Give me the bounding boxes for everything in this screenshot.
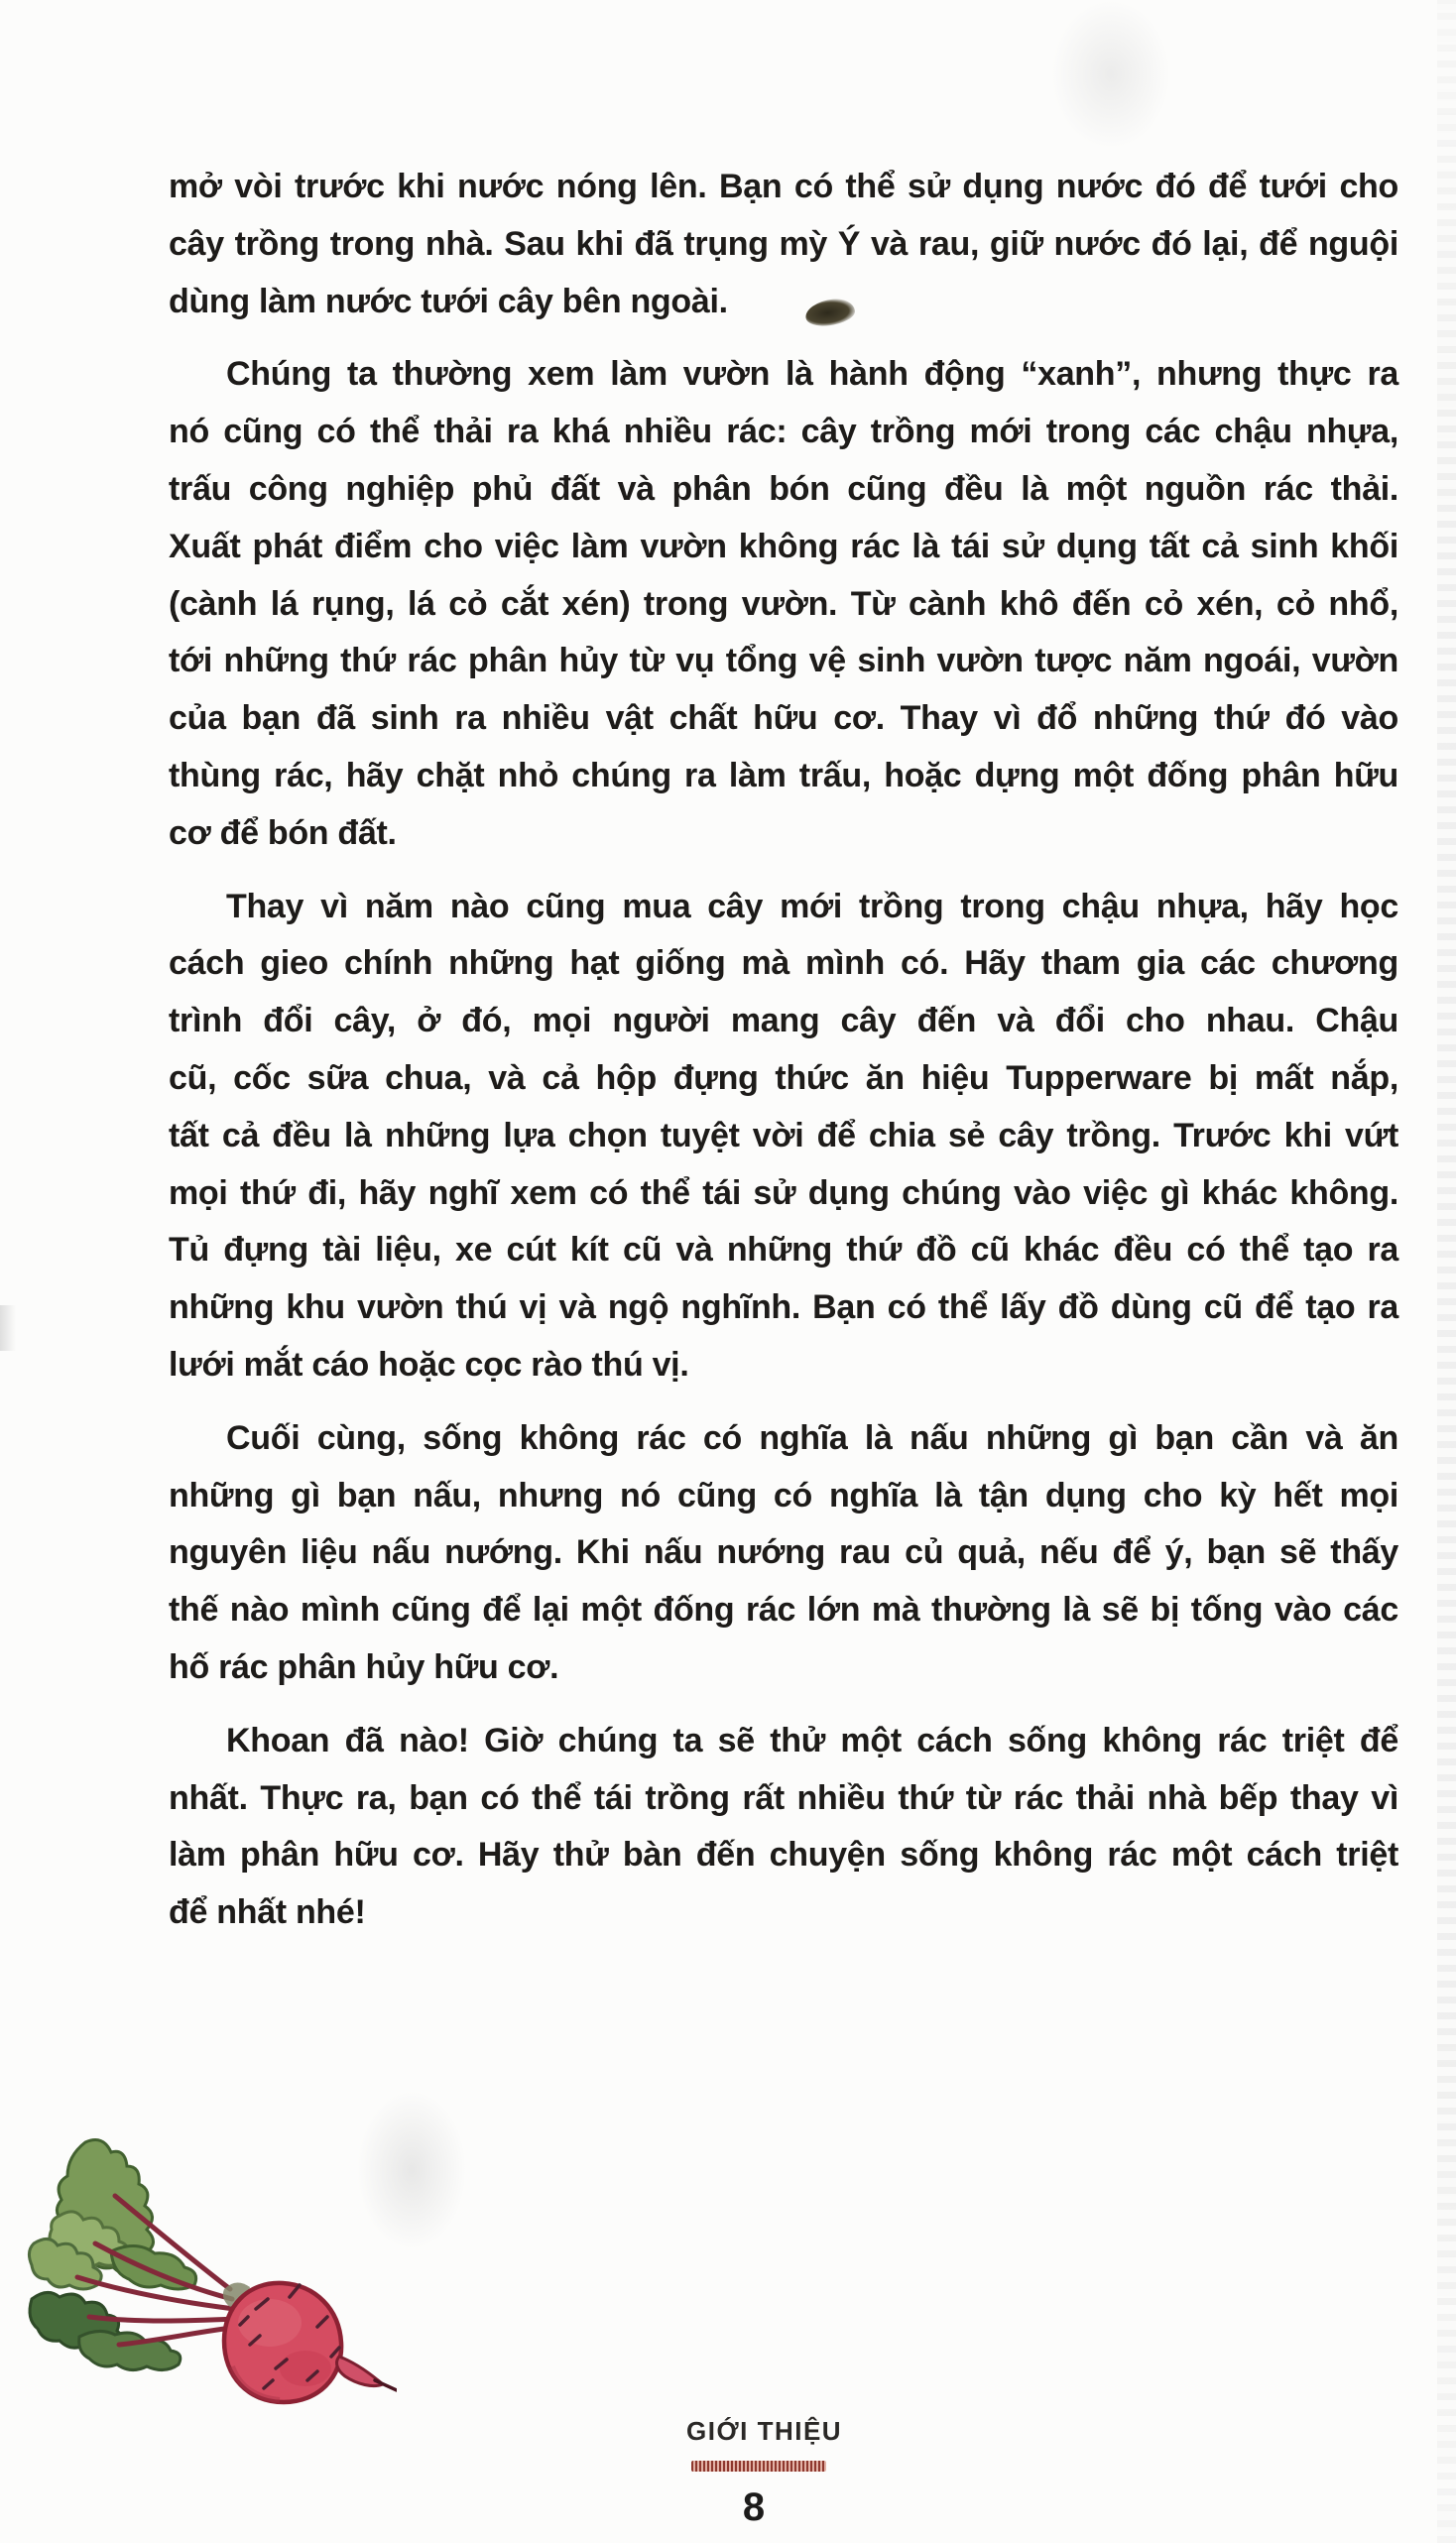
scan-mark-left-edge [0,1305,16,1351]
text-line: hố rác phân hủy hữu cơ. [169,1647,559,1686]
body-text [169,159,1398,1942]
text-line: (cành lá rụng, lá cỏ cắt xén) trong vườn. Từ cành khô đến cỏ xén, cỏ nhổ, [169,584,1398,623]
scan-edge-streak [1437,0,1456,2543]
text-line: nó cũng có thể thải ra khá nhiều rác: cây trồng mới trong các chậu nhựa, [169,413,1398,451]
text-line: nguyên liệu nấu nướng. Khi nấu nướng rau củ quả, nếu để ý, bạn sẽ thấy [169,1533,1398,1572]
paragraph [169,1410,1398,1697]
text-line: cơ để bón đất. [169,813,397,852]
text-line: Chúng ta thường xem làm vườn là hành động “xanh”, nhưng thực ra [226,355,1398,394]
radish-illustration [20,2132,397,2430]
text-line: mọi thứ đi, hãy nghĩ xem có thể tái sử dụng chúng vào việc gì khác không. [169,1173,1398,1212]
text-line: cây trồng trong nhà. Sau khi đã trụng mỳ Ý và rau, giữ nước đó lại, để nguội [169,224,1398,263]
text-line: trấu công nghiệp phủ đất và phân bón cũng đều là một nguồn rác thải. [169,469,1398,508]
text-line: Khoan đã nào! Giờ chúng ta sẽ thử một cách sống không rác triệt để [226,1721,1398,1759]
text-line: để nhất nhé! [169,1893,366,1932]
text-line: Tủ đựng tài liệu, xe cút kít cũ và những thứ đồ cũ khác đều có thể tạo ra [169,1231,1398,1270]
text-line: cách gieo chính những hạt giống mà mình có. Hãy tham gia các chương [169,944,1398,983]
text-line: Xuất phát điểm cho việc làm vườn không rác là tái sử dụng tất cả sinh khối [169,527,1398,565]
text-line: những khu vườn thú vị và ngộ nghĩnh. Bạn có thể lấy đồ dùng cũ để tạo ra [169,1288,1398,1327]
text-line: cũ, cốc sữa chua, và cả hộp đựng thức ăn hiệu Tupperware bị mất nắp, [169,1058,1398,1097]
text-line: lưới mắt cáo hoặc cọc rào thú vị. [169,1345,689,1384]
text-line: trình đổi cây, ở đó, mọi người mang cây đến và đổi cho nhau. Chậu [169,1002,1398,1040]
paragraph [169,346,1398,862]
text-line: tới những thứ rác phân hủy từ vụ tổng vệ sinh vườn tược năm ngoái, vườn [169,642,1398,680]
text-line: mở vòi trước khi nước nóng lên. Bạn có thể sử dụng nước đó để tưới cho [169,168,1398,205]
text-line: Cuối cùng, sống không rác có nghĩa là nấu những gì bạn cần và ăn [226,1418,1398,1457]
paragraph [169,879,1398,1394]
text-line: làm phân hữu cơ. Hãy thử bàn đến chuyện sống không rác một cách triệt [169,1836,1398,1875]
text-line: tất cả đều là những lựa chọn tuyệt vời để chia sẻ cây trồng. Trước khi vứt [169,1116,1398,1154]
page-number: 8 [742,2485,766,2529]
text-line: thế nào mình cũng để lại một đống rác lớn mà thường là sẽ bị tống vào các [169,1591,1398,1630]
text-line: những gì bạn nấu, nhưng nó cũng có nghĩa là tận dụng cho kỳ hết mọi [169,1476,1398,1514]
text-line: Thay vì năm nào cũng mua cây mới trồng trong chậu nhựa, hãy học [226,887,1398,925]
footer-divider [691,2461,826,2472]
section-label: GIỚI THIỆU [686,2416,843,2446]
paragraph [169,1713,1398,1942]
scan-smudge-top-right [1051,0,1170,149]
text-line: của bạn đã sinh ra nhiều vật chất hữu cơ. Thay vì đổ những thứ đó vào [169,699,1398,738]
text-line: nhất. Thực ra, bạn có thể tái trồng rất nhiều thứ từ rác thải nhà bếp thay vì [169,1778,1398,1817]
text-line: dùng làm nước tưới cây bên ngoài. [169,282,728,320]
paragraph [169,159,1398,330]
text-line: thùng rác, hãy chặt nhỏ chúng ra làm trấu, hoặc dựng một đống phân hữu [169,756,1398,794]
